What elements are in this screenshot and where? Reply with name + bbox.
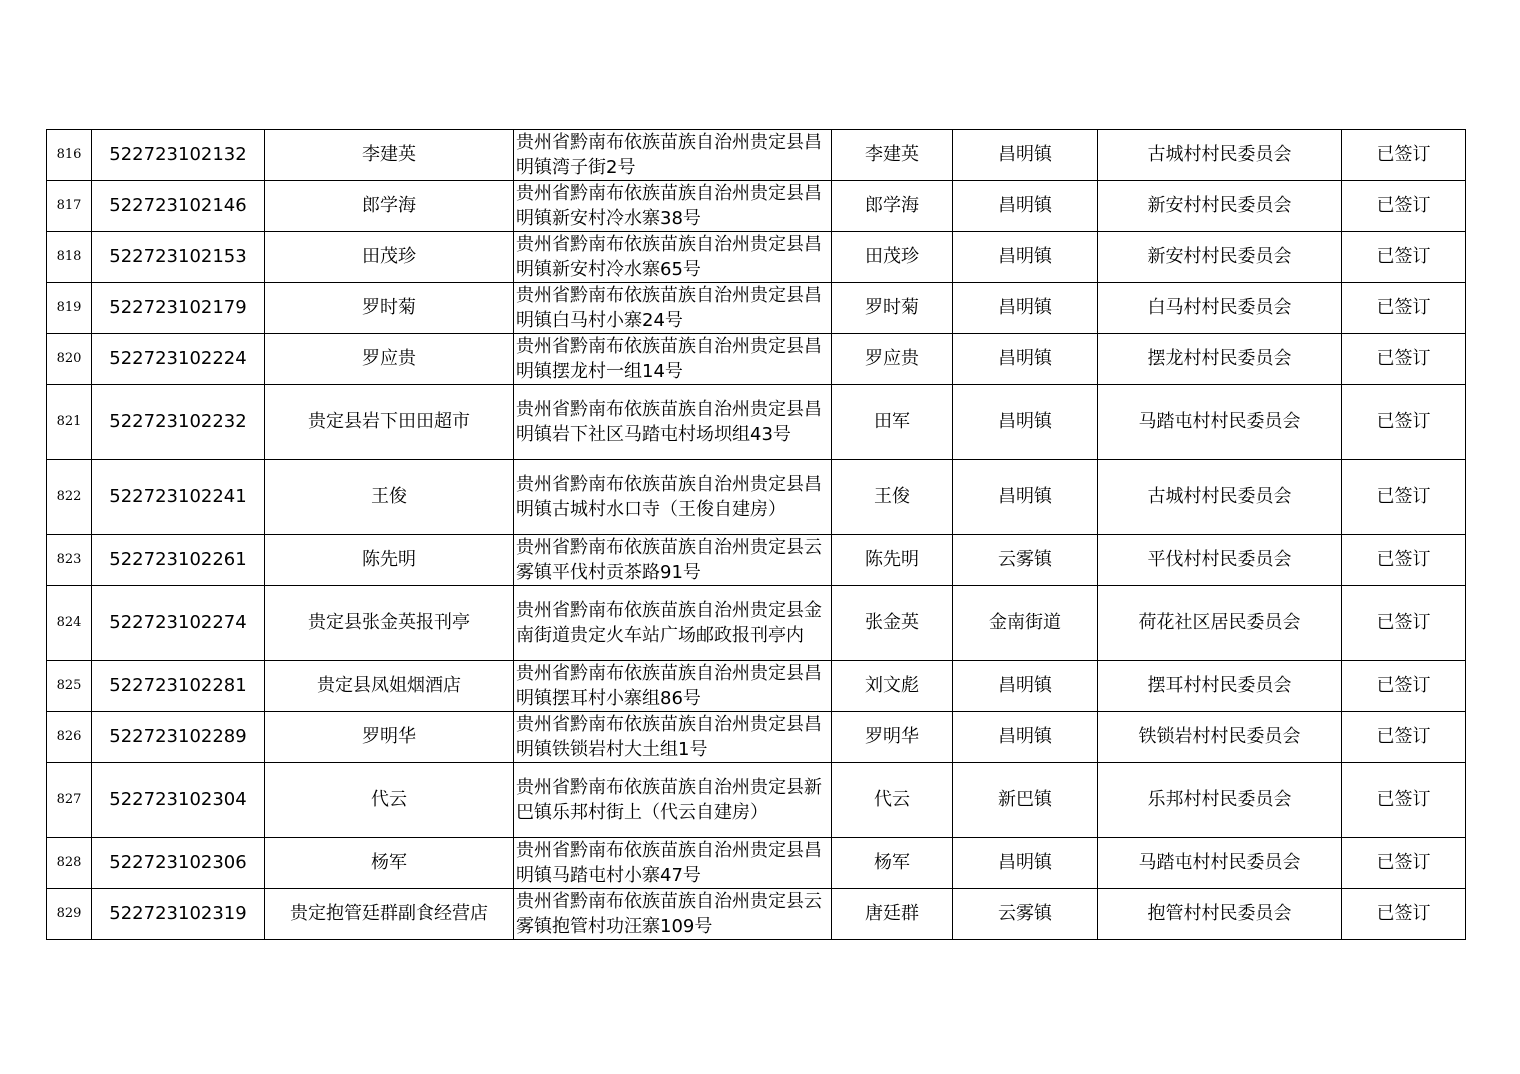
license-code: 522723102289 <box>92 712 265 763</box>
license-code: 522723102261 <box>92 535 265 586</box>
table-body <box>47 130 1466 940</box>
village-committee: 乐邦村村民委员会 <box>1098 763 1342 838</box>
village-committee: 新安村村民委员会 <box>1098 232 1342 283</box>
row-number: 822 <box>47 460 92 535</box>
responsible-person: 罗应贵 <box>832 334 953 385</box>
license-code: 522723102132 <box>92 130 265 181</box>
business-address: 贵州省黔南布依族苗族自治州贵定县昌明镇岩下社区马踏屯村场坝组43号 <box>514 385 832 460</box>
business-name: 罗时菊 <box>265 283 514 334</box>
row-number: 823 <box>47 535 92 586</box>
row-number: 827 <box>47 763 92 838</box>
row-number: 817 <box>47 181 92 232</box>
town: 新巴镇 <box>953 763 1098 838</box>
business-name: 杨军 <box>265 838 514 889</box>
row-number: 816 <box>47 130 92 181</box>
table-row <box>47 283 1466 334</box>
signing-status: 已签订 <box>1342 232 1466 283</box>
table-row <box>47 889 1466 940</box>
town: 金南街道 <box>953 586 1098 661</box>
business-name: 李建英 <box>265 130 514 181</box>
table-row <box>47 586 1466 661</box>
responsible-person: 田军 <box>832 385 953 460</box>
business-name: 王俊 <box>265 460 514 535</box>
business-address: 贵州省黔南布依族苗族自治州贵定县昌明镇摆耳村小寨组86号 <box>514 661 832 712</box>
business-address: 贵州省黔南布依族苗族自治州贵定县昌明镇马踏屯村小寨47号 <box>514 838 832 889</box>
license-code: 522723102224 <box>92 334 265 385</box>
business-address: 贵州省黔南布依族苗族自治州贵定县昌明镇古城村水口寺（王俊自建房） <box>514 460 832 535</box>
town: 云雾镇 <box>953 889 1098 940</box>
license-code: 522723102281 <box>92 661 265 712</box>
village-committee: 马踏屯村村民委员会 <box>1098 385 1342 460</box>
signing-status: 已签订 <box>1342 460 1466 535</box>
village-committee: 摆龙村村民委员会 <box>1098 334 1342 385</box>
table-row <box>47 460 1466 535</box>
business-name: 贵定抱管廷群副食经营店 <box>265 889 514 940</box>
business-address: 贵州省黔南布依族苗族自治州贵定县云雾镇平伐村贡茶路91号 <box>514 535 832 586</box>
business-address: 贵州省黔南布依族苗族自治州贵定县昌明镇新安村冷水寨38号 <box>514 181 832 232</box>
signing-status: 已签订 <box>1342 385 1466 460</box>
table-row <box>47 712 1466 763</box>
town: 云雾镇 <box>953 535 1098 586</box>
responsible-person: 唐廷群 <box>832 889 953 940</box>
town: 昌明镇 <box>953 283 1098 334</box>
license-code: 522723102232 <box>92 385 265 460</box>
row-number: 820 <box>47 334 92 385</box>
business-address: 贵州省黔南布依族苗族自治州贵定县金南街道贵定火车站广场邮政报刊亭内 <box>514 586 832 661</box>
signing-status: 已签订 <box>1342 586 1466 661</box>
business-address: 贵州省黔南布依族苗族自治州贵定县云雾镇抱管村功汪寨109号 <box>514 889 832 940</box>
village-committee: 平伐村村民委员会 <box>1098 535 1342 586</box>
village-committee: 摆耳村村民委员会 <box>1098 661 1342 712</box>
row-number: 824 <box>47 586 92 661</box>
town: 昌明镇 <box>953 838 1098 889</box>
table-row <box>47 181 1466 232</box>
business-address: 贵州省黔南布依族苗族自治州贵定县昌明镇铁锁岩村大土组1号 <box>514 712 832 763</box>
license-code: 522723102306 <box>92 838 265 889</box>
signing-status: 已签订 <box>1342 130 1466 181</box>
village-committee: 新安村村民委员会 <box>1098 181 1342 232</box>
license-code: 522723102146 <box>92 181 265 232</box>
records-table <box>46 129 1466 940</box>
license-code: 522723102319 <box>92 889 265 940</box>
license-code: 522723102153 <box>92 232 265 283</box>
signing-status: 已签订 <box>1342 838 1466 889</box>
town: 昌明镇 <box>953 385 1098 460</box>
table-row <box>47 661 1466 712</box>
responsible-person: 罗时菊 <box>832 283 953 334</box>
license-code: 522723102179 <box>92 283 265 334</box>
village-committee: 荷花社区居民委员会 <box>1098 586 1342 661</box>
business-address: 贵州省黔南布依族苗族自治州贵定县昌明镇白马村小寨24号 <box>514 283 832 334</box>
row-number: 829 <box>47 889 92 940</box>
row-number: 821 <box>47 385 92 460</box>
row-number: 826 <box>47 712 92 763</box>
town: 昌明镇 <box>953 232 1098 283</box>
village-committee: 马踏屯村村民委员会 <box>1098 838 1342 889</box>
business-name: 罗应贵 <box>265 334 514 385</box>
town: 昌明镇 <box>953 712 1098 763</box>
row-number: 828 <box>47 838 92 889</box>
table-row <box>47 838 1466 889</box>
row-number: 819 <box>47 283 92 334</box>
responsible-person: 李建英 <box>832 130 953 181</box>
signing-status: 已签订 <box>1342 334 1466 385</box>
signing-status: 已签订 <box>1342 661 1466 712</box>
signing-status: 已签订 <box>1342 763 1466 838</box>
business-name: 贵定县张金英报刊亭 <box>265 586 514 661</box>
responsible-person: 杨军 <box>832 838 953 889</box>
responsible-person: 罗明华 <box>832 712 953 763</box>
town: 昌明镇 <box>953 334 1098 385</box>
village-committee: 铁锁岩村村民委员会 <box>1098 712 1342 763</box>
responsible-person: 刘文彪 <box>832 661 953 712</box>
license-code: 522723102304 <box>92 763 265 838</box>
business-name: 陈先明 <box>265 535 514 586</box>
table-row <box>47 334 1466 385</box>
signing-status: 已签订 <box>1342 283 1466 334</box>
license-code: 522723102274 <box>92 586 265 661</box>
row-number: 825 <box>47 661 92 712</box>
village-committee: 白马村村民委员会 <box>1098 283 1342 334</box>
signing-status: 已签订 <box>1342 889 1466 940</box>
responsible-person: 陈先明 <box>832 535 953 586</box>
business-name: 贵定县凤姐烟酒店 <box>265 661 514 712</box>
village-committee: 抱管村村民委员会 <box>1098 889 1342 940</box>
village-committee: 古城村村民委员会 <box>1098 460 1342 535</box>
business-name: 代云 <box>265 763 514 838</box>
responsible-person: 王俊 <box>832 460 953 535</box>
town: 昌明镇 <box>953 130 1098 181</box>
business-name: 田茂珍 <box>265 232 514 283</box>
town: 昌明镇 <box>953 460 1098 535</box>
license-code: 522723102241 <box>92 460 265 535</box>
signing-status: 已签订 <box>1342 181 1466 232</box>
signing-status: 已签订 <box>1342 535 1466 586</box>
responsible-person: 田茂珍 <box>832 232 953 283</box>
business-name: 郎学海 <box>265 181 514 232</box>
village-committee: 古城村村民委员会 <box>1098 130 1342 181</box>
business-address: 贵州省黔南布依族苗族自治州贵定县昌明镇新安村冷水寨65号 <box>514 232 832 283</box>
business-address: 贵州省黔南布依族苗族自治州贵定县新巴镇乐邦村街上（代云自建房） <box>514 763 832 838</box>
responsible-person: 郎学海 <box>832 181 953 232</box>
responsible-person: 张金英 <box>832 586 953 661</box>
town: 昌明镇 <box>953 181 1098 232</box>
business-address: 贵州省黔南布依族苗族自治州贵定县昌明镇摆龙村一组14号 <box>514 334 832 385</box>
table-row <box>47 535 1466 586</box>
row-number: 818 <box>47 232 92 283</box>
business-address: 贵州省黔南布依族苗族自治州贵定县昌明镇湾子街2号 <box>514 130 832 181</box>
table-row <box>47 763 1466 838</box>
signing-status: 已签订 <box>1342 712 1466 763</box>
table-row <box>47 385 1466 460</box>
table-row <box>47 130 1466 181</box>
table-row <box>47 232 1466 283</box>
town: 昌明镇 <box>953 661 1098 712</box>
business-name: 罗明华 <box>265 712 514 763</box>
business-name: 贵定县岩下田田超市 <box>265 385 514 460</box>
responsible-person: 代云 <box>832 763 953 838</box>
